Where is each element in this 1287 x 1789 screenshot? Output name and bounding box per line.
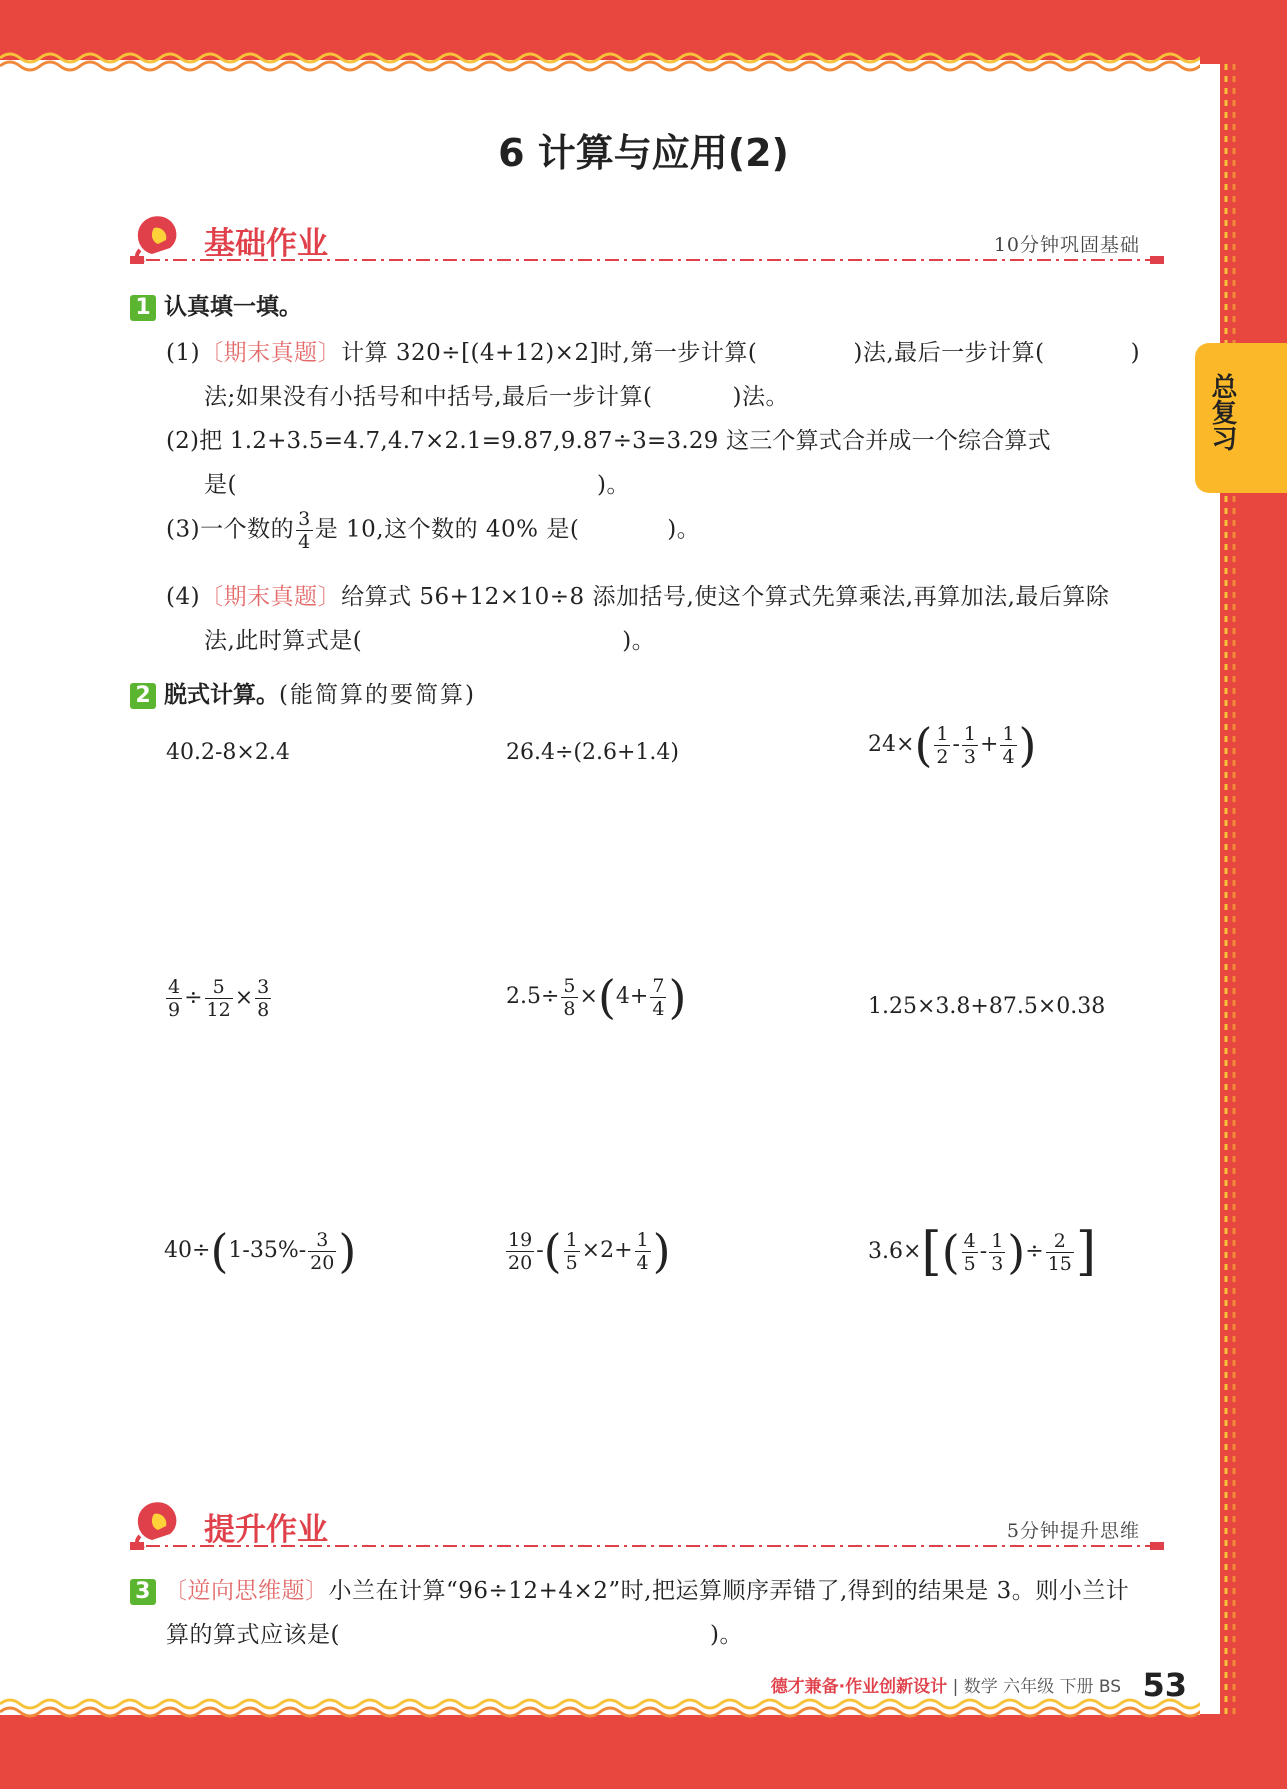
q1-p1-text4: 法;如果没有小括号和中括号,最后一步计算( (204, 384, 653, 410)
question-2-note: (能简算的要简算) (279, 682, 476, 708)
expression-7: 40÷(1-35%- $\frac{3}{20}$ ) (164, 1224, 357, 1278)
q1-part1-line1 (166, 334, 1140, 367)
q1-p1-text2: )法,最后一步计算( (853, 340, 1045, 366)
part-label: (1) (166, 340, 201, 366)
q1-p2-text: 是( (204, 472, 237, 498)
section-label-basic: 基础作业 (204, 226, 328, 262)
expression-3: 24×( $\frac{1}{2}$ - $\frac{1}{3}$ + $\frac{1}{4}$ ) (868, 718, 1037, 772)
page-number: 53 (1142, 1666, 1187, 1704)
question-2-title: 脱式计算。 (164, 682, 279, 708)
question-3-line1 (130, 1572, 1129, 1605)
wavy-border-top (0, 44, 1240, 84)
expression-4: $\frac{4}{9}$ ÷ $\frac{5}{12}$ × $\frac{3}{8}$ (168, 976, 270, 1021)
footer-brand: 德才兼备·作业创新设计 (770, 1677, 948, 1697)
expression-1: 40.2-8×2.4 (166, 740, 290, 765)
question-2-head (130, 676, 476, 709)
side-tab-label: 总复习 (1207, 373, 1237, 451)
expression-6: 1.25×3.8+87.5×0.38 (868, 994, 1106, 1019)
exam-tag: 〔期末真题〕 (200, 584, 342, 610)
q1-p4-text: 给算式 56+12×10÷8 添加括号,使这个算式先算乘法,再算加法,最后算除 (341, 584, 1110, 610)
question-1-head (130, 288, 302, 321)
question-number: 2 (130, 683, 156, 709)
footer-info: | 数学 六年级 下册 BS (952, 1677, 1122, 1697)
section-label-advanced: 提升作业 (204, 1512, 328, 1548)
section-divider (130, 1540, 1170, 1552)
q1-part4-line2 (204, 622, 655, 655)
section-divider (130, 254, 1170, 266)
fraction: $\frac{3}{4}$ (298, 508, 311, 553)
page-footer (771, 1666, 1187, 1704)
q1-part2-line2 (204, 466, 630, 499)
page-title: 6 计算与应用(2) (498, 131, 789, 175)
q3-end: )。 (709, 1622, 743, 1648)
q1-p1-text: 计算 320÷[(4+12)×2]时,第一步计算( (341, 340, 758, 366)
q1-p2-end: )。 (596, 472, 630, 498)
side-tab-review[interactable] (1195, 343, 1287, 493)
q1-p1-text5: )法。 (732, 384, 790, 410)
q1-p4-end: )。 (622, 628, 656, 654)
section-header-advanced (130, 1494, 1170, 1554)
expression-9: 3.6×[( $\frac{4}{5}$ - $\frac{1}{3}$ )÷ $\frac{2}{15}$ ] (868, 1222, 1097, 1282)
q3-text: 小兰在计算“96÷12+4×2”时,把运算顺序弄错了,得到的结果是 3。则小兰计 (328, 1578, 1130, 1604)
section-sub-advanced: 5分钟提升思维 (1006, 1520, 1140, 1542)
q1-p3-text: (3)一个数的 (166, 516, 295, 543)
q1-p4-text2: 法,此时算式是( (204, 628, 363, 654)
question-number: 1 (130, 295, 156, 321)
exam-tag: 〔期末真题〕 (200, 340, 342, 366)
q1-part2-line1: (2)把 1.2+3.5=4.7,4.7×2.1=9.87,9.87÷3=3.29 这三个算式合并成一个综合算式 (166, 428, 1051, 454)
expression-8: $\frac{19}{20}$ -( $\frac{1}{5}$ ×2+ $\frac{1}{4}$ ) (508, 1224, 671, 1278)
question-number: 3 (130, 1579, 156, 1605)
q1-p1-text3: ) (1130, 340, 1141, 366)
expression-2: 26.4÷(2.6+1.4) (506, 740, 679, 765)
section-sub-basic: 10分钟巩固基础 (993, 234, 1140, 256)
q1-part4-line1 (166, 578, 1109, 611)
wavy-border-right (1200, 44, 1250, 1734)
q3-text2: 算的算式应该是( (166, 1622, 340, 1648)
question-3-line2 (166, 1616, 743, 1649)
expression-5: 2.5÷ $\frac{5}{8}$ ×(4+ $\frac{7}{4}$ ) (506, 970, 687, 1024)
part-label: (4) (166, 584, 201, 610)
question-1-title: 认真填一填。 (164, 294, 302, 320)
q1-p3-end: )。 (667, 516, 701, 543)
section-header-basic (130, 208, 1170, 268)
q1-part3 (166, 508, 700, 553)
reverse-thinking-tag: 〔逆向思维题〕 (164, 1578, 329, 1604)
q1-p3-text2: 是 10,这个数的 40% 是( (314, 516, 580, 543)
q1-part1-line2 (204, 378, 789, 411)
